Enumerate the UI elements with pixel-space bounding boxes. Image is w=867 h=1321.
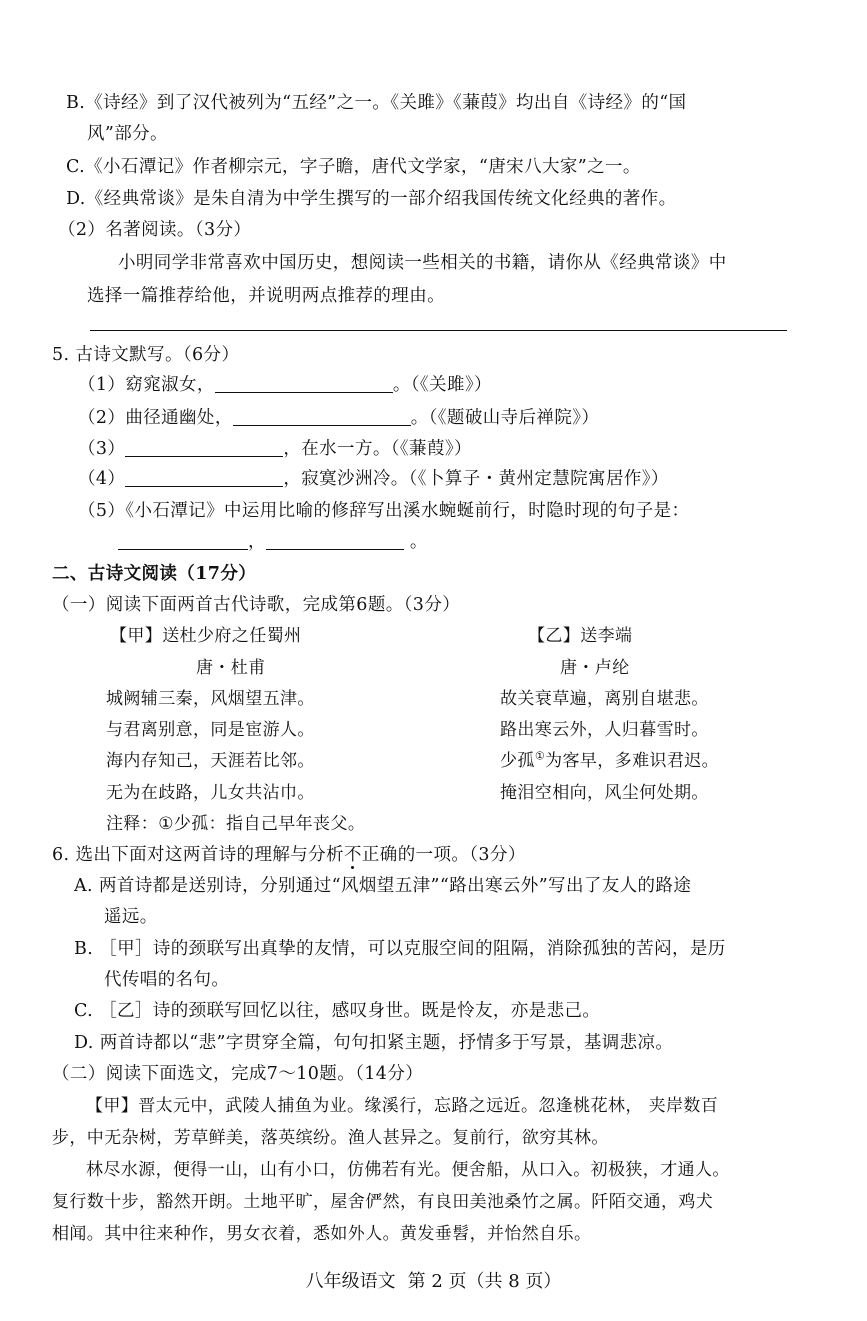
q5-blank-2[interactable] xyxy=(233,407,411,426)
q5-item-3: （3） ，在水一方。（《蒹葭》） xyxy=(78,439,472,459)
q6-option-a-line1: A. 两首诗都是送别诗，分别通过“风烟望五津”“路出寒云外”写出了友人的路途 xyxy=(74,876,692,896)
q5-item-5-line2: ， 。 xyxy=(118,530,428,554)
section-2-part1-title: （一）阅读下面两首古代诗歌，完成第6题。（3分） xyxy=(52,595,461,615)
q6-option-b-line1: B. ［甲］诗的颈联写出真挚的友情，可以克服空间的阻隔，消除孤独的苦闷，是历 xyxy=(74,939,726,959)
q5-item-2: （2）曲径通幽处， 。（《题破山寺后禅院》） xyxy=(78,408,600,428)
q5-blank-5a[interactable] xyxy=(118,531,248,550)
q4-2-line1: 小明同学非常喜欢中国历史，想阅读一些相关的书籍，请你从《经典常谈》中 xyxy=(118,253,727,273)
page-footer xyxy=(0,1270,867,1294)
q5-blank-3[interactable] xyxy=(125,438,283,457)
q5-item-4: （4） ，寂寞沙洲冷。（《卜算子・黄州定慧院寓居作》） xyxy=(78,469,669,489)
q6-option-b-line2: 代传唱的名句。 xyxy=(104,970,230,990)
poem-a-line-4: 无为在歧路，儿女共沾巾。 xyxy=(106,783,315,803)
poem-b-author: 唐・卢纶 xyxy=(560,658,630,678)
q5-blank-1[interactable] xyxy=(215,374,393,393)
poem-a-line-3: 海内存知己，天涯若比邻。 xyxy=(106,751,315,771)
q5-title: 5. 古诗文默写。（6分） xyxy=(52,345,240,365)
passage-p2-line1: 林尽水源，便得一山，山有小口，仿佛若有光。便舍船，从口入。初极狭，才通人。 xyxy=(86,1160,730,1180)
poem-a-line-2: 与君离别意，同是宦游人。 xyxy=(106,720,315,740)
q5-blank-4[interactable] xyxy=(125,468,283,487)
passage-p1-line2: 步，中无杂树，芳草鲜美，落英缤纷。渔人甚异之。复前行，欲穷其林。 xyxy=(52,1128,609,1148)
poem-annotation: 注释：①少孤：指自己早年丧父。 xyxy=(106,814,366,834)
passage-p2-line3: 相闻。其中往来种作，男女衣着，悉如外人。黄发垂髫，并怡然自乐。 xyxy=(52,1224,592,1244)
q6-option-c: C. ［乙］诗的颈联写回忆以往，感叹身世。既是怜友，亦是悲己。 xyxy=(74,1001,601,1021)
q5-item-1: （1）窈窕淑女， 。（《关雎》） xyxy=(78,375,492,395)
q4-option-b-line2: 风”部分。 xyxy=(87,124,168,144)
part-2-title: （二）阅读下面选文，完成7～10题。（14分） xyxy=(52,1064,424,1084)
q4-option-b-line1: B.《诗经》到了汉代被列为“五经”之一。《关雎》《蒹葭》均出自《诗经》的“国 xyxy=(66,93,687,113)
q6-stem: 6. 选出下面对这两首诗的理解与分析不正确的一项。（3分） xyxy=(52,845,526,865)
poem-b-title: 【乙】送李端 xyxy=(528,626,633,646)
passage-p1-line1: 【甲】晋太元中，武陵人捕鱼为业。缘溪行，忘路之远近。忽逢桃花林， 夹岸数百 xyxy=(86,1096,719,1116)
passage-p2-line2: 复行数十步，豁然开朗。土地平旷，屋舍俨然，有良田美池桑竹之属。阡陌交通，鸡犬 xyxy=(52,1192,714,1212)
q5-blank-5b[interactable] xyxy=(266,531,404,550)
footer-page-number: 第 2 页（共 8 页） xyxy=(407,1271,562,1292)
annotation-mark: ① xyxy=(534,749,546,763)
poem-a-title: 【甲】送杜少府之任蜀州 xyxy=(110,626,302,646)
footer-subject: 八年级语文 xyxy=(305,1271,396,1292)
q4-2-line2: 选择一篇推荐给他，并说明两点推荐的理由。 xyxy=(87,286,445,306)
poem-a-author: 唐・杜甫 xyxy=(196,658,266,678)
q4-2-answer-line[interactable] xyxy=(90,330,787,331)
q4-option-d: D.《经典常谈》是朱自清为中学生撰写的一部介绍我国传统文化经典的著作。 xyxy=(66,189,677,209)
section-2-heading: 二、古诗文阅读（17分） xyxy=(52,564,257,584)
q6-option-d: D. 两首诗都以“悲”字贯穿全篇，句句扣紧主题，抒情多于写景，基调悲凉。 xyxy=(74,1033,674,1053)
poem-b-line-4: 掩泪空相向，风尘何处期。 xyxy=(500,783,709,803)
q4-option-c: C.《小石潭记》作者柳宗元，字子瞻，唐代文学家，“唐宋八大家”之一。 xyxy=(66,157,641,177)
poem-b-line-1: 故关衰草遍，离别自堪悲。 xyxy=(500,689,709,709)
q4-2-title: （2）名著阅读。（3分） xyxy=(58,220,252,240)
emphasis-bu: 不 xyxy=(343,845,362,865)
q6-option-a-line2: 遥远。 xyxy=(104,907,158,927)
poem-b-line-2: 路出寒云外，人归暮雪时。 xyxy=(500,720,709,740)
poem-a-line-1: 城阙辅三秦，风烟望五津。 xyxy=(106,689,315,709)
poem-b-line-3: 少孤①为客早，多难识君迟。 xyxy=(500,749,720,771)
q5-item-5-line1: （5）《小石潭记》中运用比喻的修辞写出溪水蜿蜒前行，时隐时现的句子是： xyxy=(78,501,690,521)
